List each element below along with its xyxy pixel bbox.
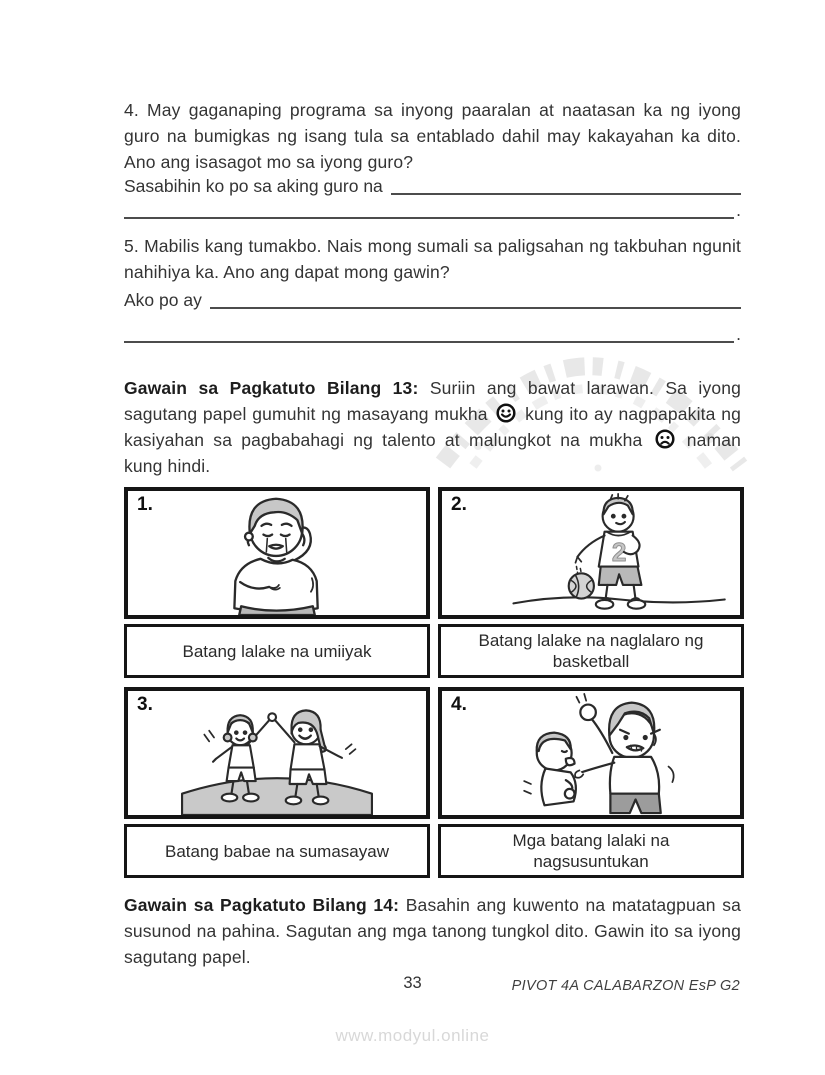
- item-number: 4.: [451, 694, 467, 715]
- girls-dancing-illustration: [128, 691, 426, 815]
- item-caption: Batang lalake na naglalaro ng basketball: [438, 624, 744, 678]
- activity-14-instructions: [124, 892, 741, 970]
- illustration-frame: [124, 487, 430, 619]
- activity-13-body-3: naman kung hindi.: [124, 430, 741, 476]
- answer-blank: [124, 323, 734, 343]
- answer-prefix: Sasabihin ko po sa aking guro na: [124, 176, 383, 196]
- blank-suffix: .: [736, 324, 741, 344]
- answer-blank: [391, 175, 741, 195]
- happy-face-icon: [495, 402, 517, 424]
- question-5-answer-line-2: [124, 323, 741, 345]
- page-number: 33: [403, 974, 422, 992]
- item-number: 1.: [137, 494, 153, 515]
- question-5-answer-line: [124, 289, 741, 311]
- grid-item-4: [438, 687, 744, 878]
- question-4-text: 4. May gaganaping programa sa inyong paaralan at naatasan ka ng iyong guro na bumigkas ng isang tula sa entablado dahil may kakayahan ka dito. Ano ang isasagot mo sa iyong guro?: [124, 100, 741, 172]
- picture-grid: [124, 487, 744, 878]
- grid-item-3: [124, 687, 430, 878]
- item-caption: Batang babae na sumasayaw: [124, 824, 430, 878]
- activity-13-instructions: [124, 375, 741, 479]
- item-caption: Mga batang lalaki na nagsusuntukan: [438, 824, 744, 878]
- illustration-frame: [438, 687, 744, 819]
- answer-blank: [124, 199, 734, 219]
- illustration-frame: [438, 487, 744, 619]
- activity-14-title: Gawain sa Pagkatuto Bilang 14:: [124, 895, 400, 915]
- crying-boy-illustration: [128, 491, 426, 615]
- answer-blank: [210, 289, 741, 309]
- grid-item-2: [438, 487, 744, 678]
- question-4-answer-line-2: [124, 199, 741, 221]
- item-number: 2.: [451, 494, 467, 515]
- page-content: [124, 97, 741, 970]
- activity-13-title: Gawain sa Pagkatuto Bilang 13:: [124, 378, 419, 398]
- illustration-frame: [124, 687, 430, 819]
- answer-prefix: Ako po ay: [124, 290, 202, 310]
- footer-module-label: PIVOT 4A CALABARZON EsP G2: [511, 978, 740, 994]
- grid-item-1: [124, 487, 430, 678]
- item-caption: Batang lalake na umiiyak: [124, 624, 430, 678]
- boy-playing-basketball-illustration: [442, 491, 740, 615]
- item-number: 3.: [137, 694, 153, 715]
- blank-suffix: .: [736, 200, 741, 220]
- question-5-text: 5. Mabilis kang tumakbo. Nais mong sumali sa paligsahan ng takbuhan ngunit nahihiya ka. Ano ang dapat mong gawin?: [124, 236, 741, 282]
- site-watermark: www.modyul.online: [335, 1026, 490, 1045]
- question-4-answer-line: [124, 175, 741, 197]
- activity-13-body-1: Suriin ang bawat larawan. Sa iyong sagutang papel gumuhit ng masayang mukha: [124, 378, 742, 424]
- activity-14-body: Basahin ang kuwento na matatagpuan sa susunod na pahina. Sagutan ang mga tanong tungkol dito. Gawin ito sa iyong sagutang papel.: [124, 895, 742, 967]
- svg-text:2: 2: [611, 536, 627, 567]
- activity-13-body-2: kung ito ay nagpapakita ng kasiyahan sa pagbabahagi ng talento at malungkot na mukha: [124, 404, 741, 450]
- sad-face-icon: [654, 428, 676, 450]
- boys-fighting-illustration: [442, 691, 740, 815]
